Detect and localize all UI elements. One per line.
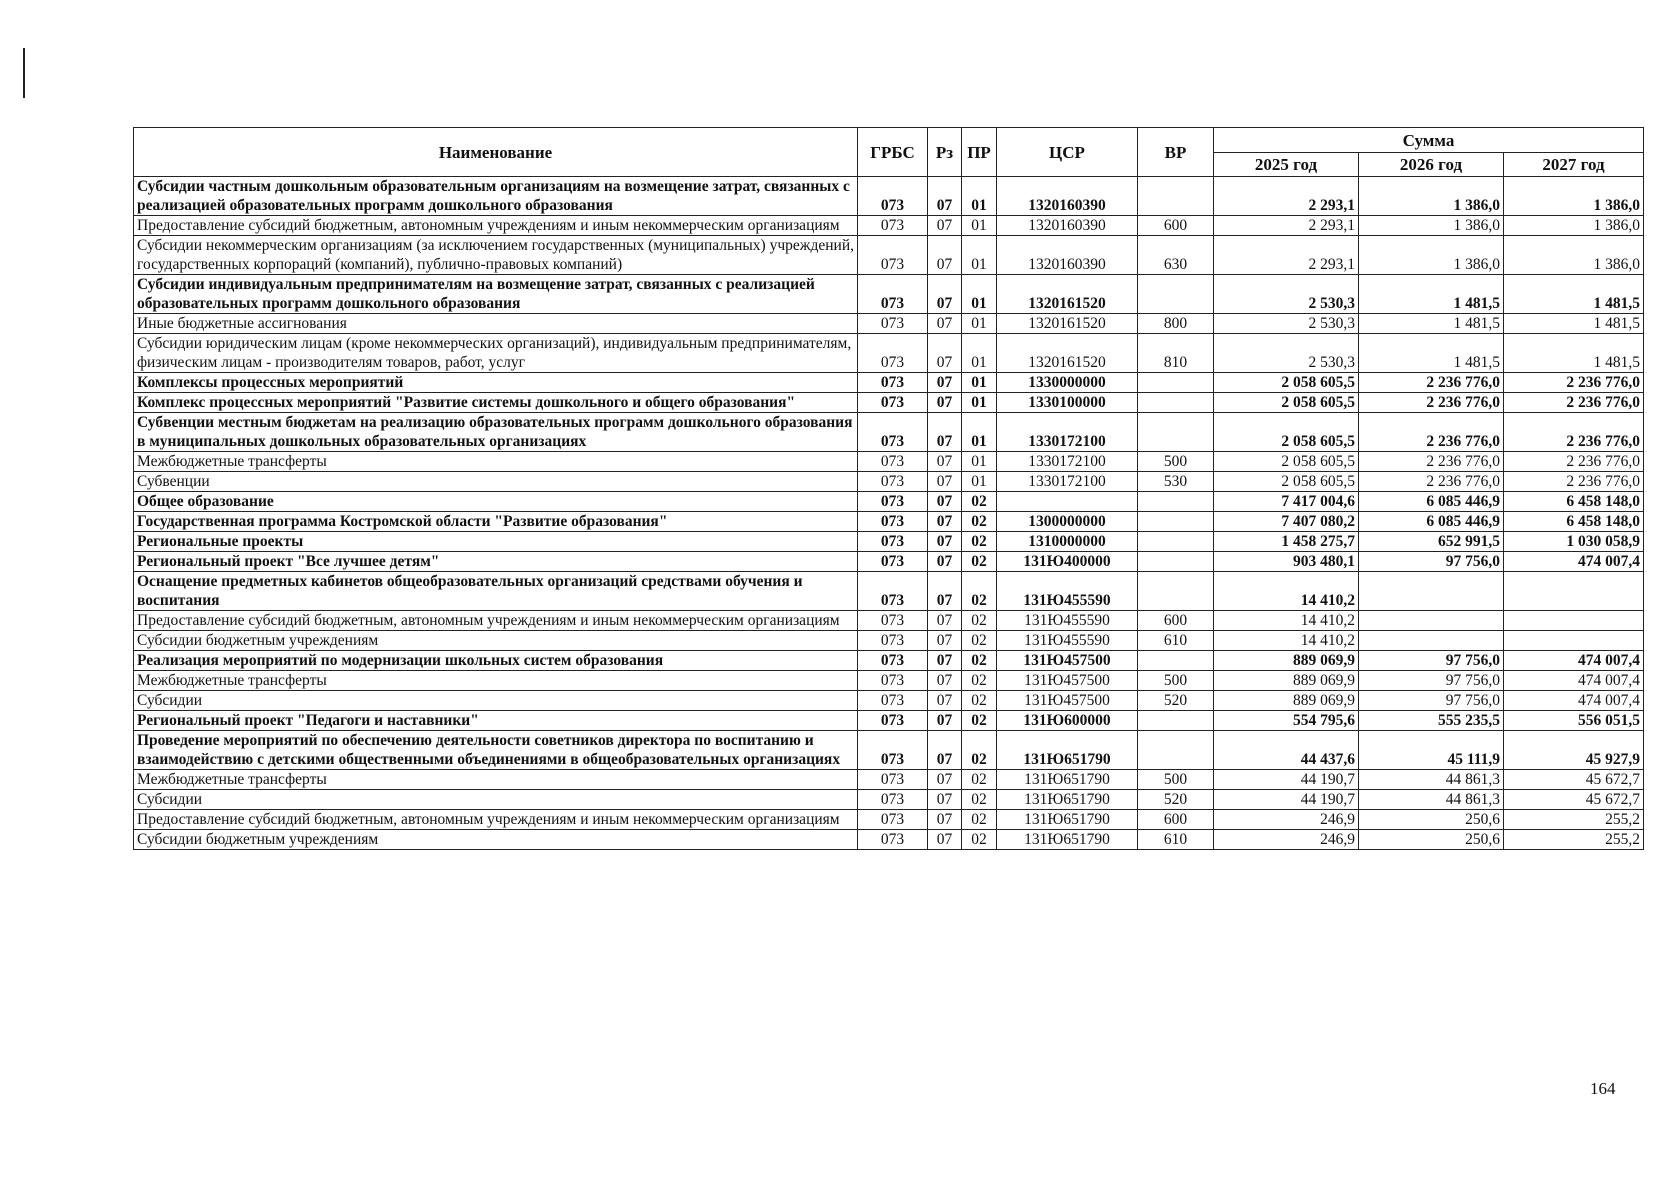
- cell-2026: 250,6: [1359, 830, 1504, 850]
- cell-vr: [1138, 512, 1214, 532]
- cell-2025: 1 458 275,7: [1214, 532, 1359, 552]
- table-body: [134, 177, 1644, 850]
- cell-2026: 97 756,0: [1359, 691, 1504, 711]
- cell-rz: 07: [928, 552, 962, 572]
- cell-2027: 474 007,4: [1504, 552, 1644, 572]
- cell-pr: 01: [962, 216, 997, 236]
- cell-2027: 474 007,4: [1504, 691, 1644, 711]
- cell-2026: 2 236 776,0: [1359, 413, 1504, 452]
- cell-vr: [1138, 177, 1214, 216]
- cell-grbs: 073: [858, 631, 928, 651]
- cell-csr: 131Ю455590: [997, 572, 1138, 611]
- cell-pr: 01: [962, 314, 997, 334]
- cell-pr: 02: [962, 691, 997, 711]
- cell-grbs: 073: [858, 413, 928, 452]
- header-name: Наименование: [134, 128, 858, 177]
- cell-grbs: 073: [858, 532, 928, 552]
- cell-grbs: 073: [858, 671, 928, 691]
- cell-2025: 7 407 080,2: [1214, 512, 1359, 532]
- cell-2026: 6 085 446,9: [1359, 492, 1504, 512]
- cell-grbs: 073: [858, 830, 928, 850]
- cell-rz: 07: [928, 275, 962, 314]
- cell-csr: 131Ю651790: [997, 731, 1138, 770]
- cell-name: Предоставление субсидий бюджетным, автономным учреждениям и иным некоммерческим организациям: [134, 611, 858, 631]
- cell-vr: [1138, 492, 1214, 512]
- cell-2026: [1359, 572, 1504, 611]
- cell-csr: 1320161520: [997, 314, 1138, 334]
- cell-2027: 474 007,4: [1504, 671, 1644, 691]
- cell-2027: 255,2: [1504, 810, 1644, 830]
- header-year-2026: 2026 год: [1359, 153, 1504, 177]
- cell-rz: 07: [928, 631, 962, 651]
- cell-pr: 02: [962, 552, 997, 572]
- cell-2027: 1 386,0: [1504, 236, 1644, 275]
- cell-grbs: 073: [858, 552, 928, 572]
- cell-grbs: 073: [858, 770, 928, 790]
- cell-name: Субсидии: [134, 691, 858, 711]
- cell-csr: 1320161520: [997, 275, 1138, 314]
- cell-csr: 1330172100: [997, 452, 1138, 472]
- cell-2027: 2 236 776,0: [1504, 452, 1644, 472]
- cell-csr: 1320160390: [997, 177, 1138, 216]
- cell-grbs: 073: [858, 236, 928, 275]
- cell-name: Реализация мероприятий по модернизации школьных систем образования: [134, 651, 858, 671]
- cell-csr: 131Ю651790: [997, 790, 1138, 810]
- cell-name: Оснащение предметных кабинетов общеобразовательных организаций средствами обучения и воспитания: [134, 572, 858, 611]
- cell-rz: 07: [928, 810, 962, 830]
- cell-rz: 07: [928, 314, 962, 334]
- cell-2025: 44 190,7: [1214, 790, 1359, 810]
- table-row: [134, 532, 1644, 552]
- cell-name: Иные бюджетные ассигнования: [134, 314, 858, 334]
- cell-2027: 2 236 776,0: [1504, 472, 1644, 492]
- cell-name: Региональный проект "Педагоги и наставники": [134, 711, 858, 731]
- table-row: [134, 334, 1644, 373]
- cell-grbs: 073: [858, 472, 928, 492]
- cell-vr: [1138, 731, 1214, 770]
- table-row: [134, 373, 1644, 393]
- cell-2026: 6 085 446,9: [1359, 512, 1504, 532]
- table-row: [134, 711, 1644, 731]
- cell-2026: 1 386,0: [1359, 177, 1504, 216]
- header-year-2025: 2025 год: [1214, 153, 1359, 177]
- cell-rz: 07: [928, 790, 962, 810]
- cell-pr: 02: [962, 532, 997, 552]
- cell-2026: 652 991,5: [1359, 532, 1504, 552]
- table-row: [134, 671, 1644, 691]
- cell-rz: 07: [928, 177, 962, 216]
- cell-name: Субсидии частным дошкольным образовательным организациям на возмещение затрат, связанных с реализацией образовательных программ дошкольного образования: [134, 177, 858, 216]
- cell-2027: [1504, 572, 1644, 611]
- table-row: [134, 691, 1644, 711]
- cell-pr: 02: [962, 810, 997, 830]
- cell-csr: 1320160390: [997, 236, 1138, 275]
- header-vr: ВР: [1138, 128, 1214, 177]
- table-row: [134, 177, 1644, 216]
- cell-grbs: 073: [858, 492, 928, 512]
- cell-2025: 889 069,9: [1214, 671, 1359, 691]
- cell-2025: 889 069,9: [1214, 651, 1359, 671]
- cell-name: Субсидии: [134, 790, 858, 810]
- cell-csr: 131Ю651790: [997, 770, 1138, 790]
- cell-2025: 903 480,1: [1214, 552, 1359, 572]
- cell-2027: 474 007,4: [1504, 651, 1644, 671]
- table-row: [134, 770, 1644, 790]
- cell-pr: 02: [962, 651, 997, 671]
- cell-2025: 2 293,1: [1214, 177, 1359, 216]
- cell-rz: 07: [928, 512, 962, 532]
- cell-pr: 02: [962, 830, 997, 850]
- cell-vr: [1138, 373, 1214, 393]
- table-row: [134, 512, 1644, 532]
- header-rz: Рз: [928, 128, 962, 177]
- cell-name: Региональный проект "Все лучшее детям": [134, 552, 858, 572]
- cell-name: Предоставление субсидий бюджетным, автономным учреждениям и иным некоммерческим организациям: [134, 810, 858, 830]
- cell-2026: [1359, 631, 1504, 651]
- cell-rz: 07: [928, 452, 962, 472]
- cell-2026: 1 481,5: [1359, 334, 1504, 373]
- cell-grbs: 073: [858, 611, 928, 631]
- cell-name: Субвенции: [134, 472, 858, 492]
- cell-pr: 02: [962, 631, 997, 651]
- cell-name: Межбюджетные трансферты: [134, 452, 858, 472]
- cell-grbs: 073: [858, 731, 928, 770]
- cell-2025: 554 795,6: [1214, 711, 1359, 731]
- cell-2026: 97 756,0: [1359, 651, 1504, 671]
- cell-name: Субсидии некоммерческим организациям (за исключением государственных (муниципальных) учреждений, государственных корпораций (компаний), публично-правовых компаний): [134, 236, 858, 275]
- cell-grbs: 073: [858, 572, 928, 611]
- table-row: [134, 393, 1644, 413]
- table-header: [134, 128, 1644, 177]
- cell-pr: 01: [962, 334, 997, 373]
- scan-edge-mark: [23, 48, 25, 98]
- cell-name: Субвенции местным бюджетам на реализацию образовательных программ дошкольного образования в муниципальных дошкольных образовательных организациях: [134, 413, 858, 452]
- cell-vr: 500: [1138, 452, 1214, 472]
- header-grbs: ГРБС: [858, 128, 928, 177]
- cell-vr: [1138, 275, 1214, 314]
- cell-2025: 14 410,2: [1214, 572, 1359, 611]
- cell-csr: 1300000000: [997, 512, 1138, 532]
- cell-2025: 2 293,1: [1214, 236, 1359, 275]
- cell-2025: 2 058 605,5: [1214, 373, 1359, 393]
- cell-vr: 600: [1138, 810, 1214, 830]
- cell-rz: 07: [928, 671, 962, 691]
- cell-csr: 131Ю457500: [997, 691, 1138, 711]
- cell-2027: 45 672,7: [1504, 790, 1644, 810]
- cell-pr: 02: [962, 770, 997, 790]
- cell-vr: [1138, 532, 1214, 552]
- cell-vr: 810: [1138, 334, 1214, 373]
- cell-2027: 2 236 776,0: [1504, 413, 1644, 452]
- cell-2026: 250,6: [1359, 810, 1504, 830]
- page-number: 164: [1590, 1079, 1616, 1098]
- cell-grbs: 073: [858, 691, 928, 711]
- cell-csr: 131Ю400000: [997, 552, 1138, 572]
- cell-rz: 07: [928, 413, 962, 452]
- cell-2026: 2 236 776,0: [1359, 472, 1504, 492]
- cell-name: Субсидии бюджетным учреждениям: [134, 631, 858, 651]
- cell-csr: [997, 492, 1138, 512]
- cell-2026: 1 481,5: [1359, 314, 1504, 334]
- table-row: [134, 472, 1644, 492]
- cell-rz: 07: [928, 830, 962, 850]
- cell-pr: 01: [962, 373, 997, 393]
- cell-2027: 1 386,0: [1504, 216, 1644, 236]
- cell-rz: 07: [928, 711, 962, 731]
- cell-2025: 246,9: [1214, 810, 1359, 830]
- table-row: [134, 413, 1644, 452]
- cell-2026: 45 111,9: [1359, 731, 1504, 770]
- table-row: [134, 216, 1644, 236]
- cell-rz: 07: [928, 532, 962, 552]
- cell-grbs: 073: [858, 216, 928, 236]
- cell-2027: [1504, 611, 1644, 631]
- cell-csr: 1330172100: [997, 472, 1138, 492]
- cell-csr: 131Ю457500: [997, 671, 1138, 691]
- cell-grbs: 073: [858, 651, 928, 671]
- cell-vr: 610: [1138, 830, 1214, 850]
- table-row: [134, 452, 1644, 472]
- budget-table: [133, 127, 1644, 850]
- cell-csr: 1330000000: [997, 373, 1138, 393]
- cell-vr: 500: [1138, 770, 1214, 790]
- cell-csr: 131Ю651790: [997, 810, 1138, 830]
- cell-2025: 889 069,9: [1214, 691, 1359, 711]
- cell-vr: 600: [1138, 216, 1214, 236]
- cell-rz: 07: [928, 770, 962, 790]
- table-row: [134, 275, 1644, 314]
- cell-pr: 02: [962, 611, 997, 631]
- cell-2027: 1 481,5: [1504, 334, 1644, 373]
- cell-2026: 1 386,0: [1359, 236, 1504, 275]
- cell-2025: 2 058 605,5: [1214, 413, 1359, 452]
- cell-2025: 14 410,2: [1214, 611, 1359, 631]
- cell-2027: [1504, 631, 1644, 651]
- cell-rz: 07: [928, 572, 962, 611]
- cell-grbs: 073: [858, 314, 928, 334]
- cell-pr: 02: [962, 512, 997, 532]
- cell-2027: 2 236 776,0: [1504, 393, 1644, 413]
- cell-grbs: 073: [858, 373, 928, 393]
- cell-2026: 97 756,0: [1359, 671, 1504, 691]
- cell-csr: 131Ю600000: [997, 711, 1138, 731]
- cell-vr: 630: [1138, 236, 1214, 275]
- cell-grbs: 073: [858, 177, 928, 216]
- cell-2026: 97 756,0: [1359, 552, 1504, 572]
- cell-2026: 2 236 776,0: [1359, 452, 1504, 472]
- cell-vr: [1138, 572, 1214, 611]
- header-pr: ПР: [962, 128, 997, 177]
- cell-csr: 131Ю651790: [997, 830, 1138, 850]
- cell-csr: 131Ю457500: [997, 651, 1138, 671]
- table-row: [134, 790, 1644, 810]
- cell-2025: 2 058 605,5: [1214, 452, 1359, 472]
- cell-grbs: 073: [858, 512, 928, 532]
- cell-rz: 07: [928, 393, 962, 413]
- cell-2027: 45 927,9: [1504, 731, 1644, 770]
- cell-vr: [1138, 552, 1214, 572]
- header-sum: Сумма: [1214, 128, 1644, 153]
- cell-pr: 01: [962, 177, 997, 216]
- cell-rz: 07: [928, 691, 962, 711]
- header-csr: ЦСР: [997, 128, 1138, 177]
- cell-2026: 1 386,0: [1359, 216, 1504, 236]
- table-row: [134, 631, 1644, 651]
- cell-pr: 02: [962, 572, 997, 611]
- cell-vr: 520: [1138, 790, 1214, 810]
- cell-name: Общее образование: [134, 492, 858, 512]
- cell-csr: 131Ю455590: [997, 611, 1138, 631]
- cell-name: Государственная программа Костромской области "Развитие образования": [134, 512, 858, 532]
- cell-2026: 2 236 776,0: [1359, 373, 1504, 393]
- cell-grbs: 073: [858, 393, 928, 413]
- cell-2027: 255,2: [1504, 830, 1644, 850]
- cell-2027: 556 051,5: [1504, 711, 1644, 731]
- cell-grbs: 073: [858, 334, 928, 373]
- cell-rz: 07: [928, 492, 962, 512]
- cell-vr: [1138, 651, 1214, 671]
- cell-vr: 600: [1138, 611, 1214, 631]
- cell-2025: 2 530,3: [1214, 314, 1359, 334]
- cell-name: Межбюджетные трансферты: [134, 770, 858, 790]
- cell-grbs: 073: [858, 810, 928, 830]
- cell-rz: 07: [928, 611, 962, 631]
- cell-name: Проведение мероприятий по обеспечению деятельности советников директора по воспитанию и взаимодействию с детскими общественными объединениями в общеобразовательных организациях: [134, 731, 858, 770]
- cell-2025: 2 293,1: [1214, 216, 1359, 236]
- cell-2025: 44 437,6: [1214, 731, 1359, 770]
- cell-2025: 2 530,3: [1214, 334, 1359, 373]
- cell-name: Межбюджетные трансферты: [134, 671, 858, 691]
- table-row: [134, 731, 1644, 770]
- cell-rz: 07: [928, 236, 962, 275]
- cell-name: Комплексы процессных мероприятий: [134, 373, 858, 393]
- cell-vr: [1138, 711, 1214, 731]
- table-row: [134, 830, 1644, 850]
- cell-2027: 1 481,5: [1504, 275, 1644, 314]
- cell-vr: 500: [1138, 671, 1214, 691]
- cell-2026: 2 236 776,0: [1359, 393, 1504, 413]
- cell-2027: 45 672,7: [1504, 770, 1644, 790]
- cell-rz: 07: [928, 731, 962, 770]
- cell-pr: 02: [962, 731, 997, 770]
- cell-name: Региональные проекты: [134, 532, 858, 552]
- cell-pr: 01: [962, 236, 997, 275]
- cell-2025: 7 417 004,6: [1214, 492, 1359, 512]
- cell-2027: 6 458 148,0: [1504, 492, 1644, 512]
- cell-csr: 1310000000: [997, 532, 1138, 552]
- cell-csr: 1320161520: [997, 334, 1138, 373]
- cell-name: Предоставление субсидий бюджетным, автономным учреждениям и иным некоммерческим организациям: [134, 216, 858, 236]
- cell-pr: 01: [962, 275, 997, 314]
- cell-2025: 246,9: [1214, 830, 1359, 850]
- table-row: [134, 314, 1644, 334]
- cell-2027: 1 030 058,9: [1504, 532, 1644, 552]
- cell-vr: 610: [1138, 631, 1214, 651]
- cell-grbs: 073: [858, 452, 928, 472]
- cell-2026: 1 481,5: [1359, 275, 1504, 314]
- cell-name: Субсидии индивидуальным предпринимателям на возмещение затрат, связанных с реализацией образовательных программ дошкольного образования: [134, 275, 858, 314]
- cell-2025: 2 058 605,5: [1214, 393, 1359, 413]
- cell-grbs: 073: [858, 790, 928, 810]
- cell-2025: 44 190,7: [1214, 770, 1359, 790]
- cell-2026: 555 235,5: [1359, 711, 1504, 731]
- cell-2026: [1359, 611, 1504, 631]
- cell-pr: 02: [962, 492, 997, 512]
- cell-pr: 02: [962, 671, 997, 691]
- table-row: [134, 611, 1644, 631]
- cell-csr: 1320160390: [997, 216, 1138, 236]
- cell-grbs: 073: [858, 711, 928, 731]
- cell-csr: 1330172100: [997, 413, 1138, 452]
- table-row: [134, 236, 1644, 275]
- cell-rz: 07: [928, 216, 962, 236]
- cell-grbs: 073: [858, 275, 928, 314]
- cell-name: Комплекс процессных мероприятий "Развитие системы дошкольного и общего образования": [134, 393, 858, 413]
- cell-2025: 2 530,3: [1214, 275, 1359, 314]
- cell-2027: 2 236 776,0: [1504, 373, 1644, 393]
- cell-pr: 01: [962, 393, 997, 413]
- cell-pr: 01: [962, 413, 997, 452]
- table-row: [134, 651, 1644, 671]
- cell-vr: 530: [1138, 472, 1214, 492]
- table-row: [134, 572, 1644, 611]
- cell-2027: 6 458 148,0: [1504, 512, 1644, 532]
- cell-2026: 44 861,3: [1359, 790, 1504, 810]
- cell-rz: 07: [928, 334, 962, 373]
- cell-csr: 1330100000: [997, 393, 1138, 413]
- cell-2027: 1 386,0: [1504, 177, 1644, 216]
- table-row: [134, 810, 1644, 830]
- cell-pr: 02: [962, 790, 997, 810]
- cell-2026: 44 861,3: [1359, 770, 1504, 790]
- cell-2027: 1 481,5: [1504, 314, 1644, 334]
- cell-name: Субсидии бюджетным учреждениям: [134, 830, 858, 850]
- cell-vr: 800: [1138, 314, 1214, 334]
- cell-rz: 07: [928, 472, 962, 492]
- cell-pr: 01: [962, 452, 997, 472]
- cell-pr: 02: [962, 711, 997, 731]
- table-row: [134, 552, 1644, 572]
- cell-rz: 07: [928, 373, 962, 393]
- cell-2025: 2 058 605,5: [1214, 472, 1359, 492]
- cell-vr: 520: [1138, 691, 1214, 711]
- cell-vr: [1138, 413, 1214, 452]
- cell-csr: 131Ю455590: [997, 631, 1138, 651]
- cell-name: Субсидии юридическим лицам (кроме некоммерческих организаций), индивидуальным предпринимателям, физическим лицам - производителям товаров, работ, услуг: [134, 334, 858, 373]
- cell-2025: 14 410,2: [1214, 631, 1359, 651]
- table-row: [134, 492, 1644, 512]
- cell-vr: [1138, 393, 1214, 413]
- header-year-2027: 2027 год: [1504, 153, 1644, 177]
- cell-rz: 07: [928, 651, 962, 671]
- cell-pr: 01: [962, 472, 997, 492]
